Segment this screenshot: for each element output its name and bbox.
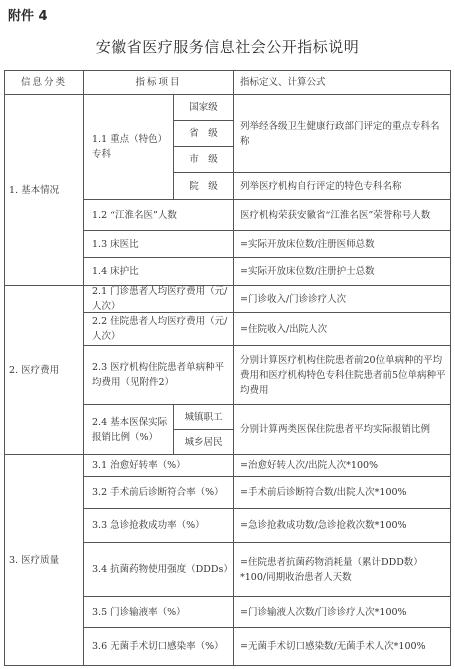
header-category: 信息分类 [20,77,67,88]
row-1-2-definition: 医疗机构荣获安徽省“江淮名医”荣誉称号人数 [240,209,431,221]
header-definition: 指标定义、计算公式 [240,77,326,88]
row-3-3-label: 3.3 急诊抢救成功率（%） [92,520,205,531]
row-2-4-label: 2.4 基本医保实际报销比例（%） [92,416,168,443]
row-3-6-label: 3.6 无菌手术切口感染率（%） [92,641,224,652]
section-cost: 2. 医疗费用 [9,364,60,376]
row-3-5-definition: =门诊输液人次数/门诊诊疗人次*100% [240,606,407,618]
row-2-3-definition: 分别计算医疗机构住院患者前20位单病种的平均费用和医疗机构特色专科住院患者前5位单病种平均费用 [240,354,446,396]
level-national: 国家级 [189,102,218,113]
row-3-1-definition: =治愈好转人次/出院人次*100% [240,460,379,471]
row-3-5-label: 3.5 门诊输液率（%） [92,606,186,618]
row-2-2-definition: =住院收入/出院人次 [240,323,328,335]
row-2-1-definition: =门诊收入/门诊诊疗人次 [240,293,347,305]
row-3-1-label: 3.1 治愈好转率（%） [92,460,186,471]
level-hospital: 院 级 [189,180,218,192]
row-1-1-definition-b: 列举医疗机构自行评定的特色专科名称 [240,180,402,192]
insurance-urban-employee: 城镇职工 [184,411,223,423]
row-1-4-label: 1.4 床护比 [92,266,139,277]
row-1-3-definition: =实际开放床位数/注册医师总数 [240,238,375,250]
insurance-urban-rural-resident: 城乡居民 [184,436,223,448]
row-3-6-definition: =无菌手术切口感染数/无菌手术人次*100% [240,641,426,652]
row-2-4-definition: 分别计算两类医保住院患者平均实际报销比例 [240,424,431,435]
row-3-2-definition: =手术前后诊断符合数/出院人次*100% [240,487,407,498]
row-2-3-label: 2.3 医疗机构住院患者单病种平均费用（见附件2） [92,362,225,388]
attachment-label: 附件 4 [8,9,48,24]
level-provincial: 省 级 [189,128,218,139]
row-1-4-definition: =实际开放床位数/注册护士总数 [240,266,375,277]
row-1-2-label: 1.2 “江淮名医”人数 [92,209,177,221]
row-2-2-label: 2.2 住院患者人均医疗费用（元/人次） [92,316,228,342]
section-quality: 3. 医疗质量 [9,554,60,566]
row-1-1-label: 1.1 重点（特色）专科 [92,134,168,160]
row-3-3-definition: =急诊抢救成功数/急诊抢救次数*100% [240,520,407,531]
row-2-1-label: 2.1 门诊患者人均医疗费用（元/人次） [92,286,228,312]
row-3-2-label: 3.2 手术前后诊断符合率（%） [92,487,224,498]
row-1-3-label: 1.3 床医比 [92,238,139,250]
page-title: 安徽省医疗服务信息社会公开指标说明 [95,38,360,56]
row-1-1-definition-a: 列举经各级卫生健康行政部门评定的重点专科名称 [240,120,440,147]
header-item: 指标项目 [135,77,182,88]
row-3-4-definition: =住院患者抗菌药物消耗量（累计DDD数）*100/同期收治患者人天数 [240,556,423,583]
row-3-4-label: 3.4 抗菌药物使用强度（DDDs） [92,564,233,575]
level-municipal: 市 级 [189,154,218,165]
section-basic: 1. 基本情况 [9,184,60,196]
